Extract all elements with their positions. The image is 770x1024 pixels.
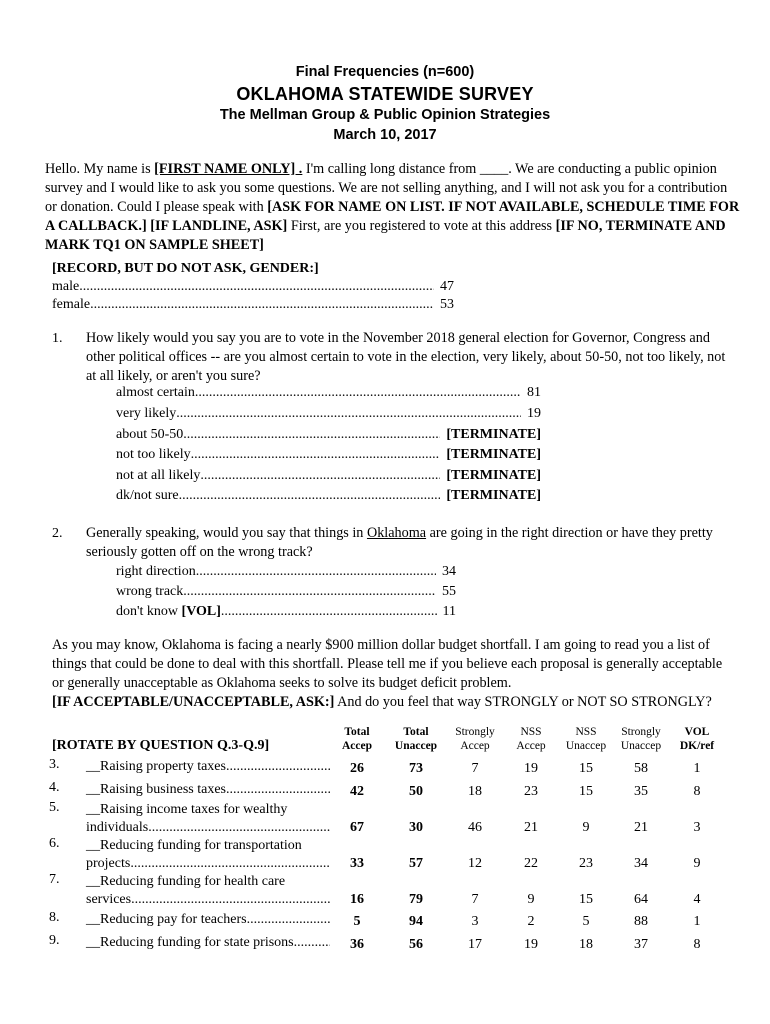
item-value: 12 [468, 856, 482, 871]
row-value: [TERMINATE] [446, 488, 541, 503]
item-number: 4. [49, 780, 60, 795]
item-value: 19 [524, 761, 538, 776]
row-value: 81 [527, 385, 541, 400]
item-number: 8. [49, 910, 60, 925]
q1-text: How likely would you say you are to vote in the November 2018 general election for Governor, Congress and other political offices -- are you almost certain to vote in the election, very likely, about 50-50, not too likely, not at all likely, or aren't you sure? [86, 330, 726, 384]
item-value: 79 [409, 892, 423, 907]
column-header-line: Accep [341, 740, 372, 752]
row-label: male [52, 279, 80, 294]
q2-text-a: Generally speaking, would you say that things in [86, 525, 367, 541]
column-header-line: Total [344, 726, 370, 738]
item-value: 94 [409, 914, 423, 929]
q1-row [116, 404, 541, 423]
row-value: 19 [527, 406, 541, 421]
item-value: 9 [693, 856, 701, 871]
row-value: 55 [442, 584, 456, 599]
item-value: 21 [524, 820, 538, 835]
item-value: 1 [693, 761, 701, 776]
budget-instruction: [IF ACCEPTABLE/UNACCEPTABLE, ASK:] [52, 694, 335, 710]
item-label-line2: individuals [86, 820, 149, 835]
item-value: 33 [350, 856, 364, 871]
doc-subtitle: Final Frequencies (n=600) [295, 64, 475, 80]
item-value: 50 [409, 784, 423, 799]
column-header-line: DK/ref [679, 740, 715, 752]
item-value: 42 [350, 784, 364, 799]
row-label: don't know [VOL] [116, 604, 221, 619]
item-label-cont [86, 890, 330, 909]
item-label: __Reducing funding for transportation [86, 838, 302, 853]
row-label: wrong track [116, 584, 184, 599]
column-header-line: Unaccep [620, 740, 662, 752]
item-label: __Reducing funding for health care [86, 874, 286, 889]
item-value: 36 [350, 937, 364, 952]
rotate-instruction: [ROTATE BY QUESTION Q.3-Q.9] [52, 738, 270, 753]
item-value: 1 [693, 914, 701, 929]
item-value: 9 [527, 892, 535, 907]
column-header-line: Strongly [455, 726, 495, 738]
item-value: 17 [468, 937, 482, 952]
item-value: 15 [579, 784, 593, 799]
item-label-cont [86, 818, 330, 837]
column-header-line: NSS [520, 726, 542, 738]
row-value: 11 [442, 604, 456, 619]
row-value: [TERMINATE] [446, 427, 541, 442]
item-label-text: __Raising property taxes [86, 759, 226, 774]
row-value: 34 [442, 564, 456, 579]
column-header-line: Unaccep [565, 740, 607, 752]
q2-text [86, 524, 726, 562]
column-header [384, 725, 448, 753]
column-header [665, 725, 729, 753]
item-value: 18 [468, 784, 482, 799]
item-value: 5 [582, 914, 590, 929]
row-value: [TERMINATE] [446, 468, 541, 483]
item-value: 64 [634, 892, 648, 907]
column-header [325, 725, 389, 753]
gender-heading: [RECORD, BUT DO NOT ASK, GENDER:] [52, 261, 319, 276]
row-label: very likely [116, 406, 177, 421]
item-value: 16 [350, 892, 364, 907]
item-value: 35 [634, 784, 648, 799]
item-value: 88 [634, 914, 648, 929]
item-value: 23 [524, 784, 538, 799]
intro-paragraph [45, 160, 740, 255]
q2-text-b: are going in the right direction or have they pretty seriously gotten off on the wrong track? [86, 525, 713, 560]
column-header-line: Accep [516, 740, 546, 752]
row-label: almost certain [116, 385, 195, 400]
column-header-line: Strongly [621, 726, 661, 738]
item-label-text: __Reducing funding for state prisons [86, 935, 294, 950]
row-value: [TERMINATE] [446, 447, 541, 462]
item-label [86, 780, 330, 799]
item-label [86, 910, 330, 929]
q2-row [116, 562, 456, 581]
row-value: 47 [440, 279, 454, 294]
item-value: 58 [634, 761, 648, 776]
q2-text-oklahoma: Oklahoma [366, 525, 427, 541]
q1-row [116, 486, 541, 505]
item-value: 19 [524, 937, 538, 952]
item-value: 26 [350, 761, 364, 776]
doc-organization: The Mellman Group & Public Opinion Strategies [219, 107, 551, 123]
item-value: 56 [409, 937, 423, 952]
item-value: 7 [471, 761, 479, 776]
intro-instruction-2: [IF NO, TERMINATE AND MARK TQ1 ON SAMPLE SHEET] [45, 218, 726, 253]
item-number: 6. [49, 836, 60, 851]
item-value: 23 [579, 856, 593, 871]
item-value: 37 [634, 937, 648, 952]
column-header-line: NSS [575, 726, 597, 738]
item-value: 57 [409, 856, 423, 871]
column-header-line: Unaccep [394, 740, 438, 752]
item-number: 3. [49, 757, 60, 772]
q1-row [116, 383, 541, 402]
doc-title: OKLAHOMA STATEWIDE SURVEY [236, 84, 534, 104]
item-value: 7 [471, 892, 479, 907]
item-value: 67 [350, 820, 364, 835]
intro-text-2: I'm calling long distance from ____. We are conducting a public opinion survey and I would like to ask you some questions. We are not selling anything, and I will not ask you for a contribution or donation. Could I please speak with [45, 161, 728, 215]
q2-row [116, 582, 456, 601]
item-label-line2: projects [86, 856, 131, 871]
q1-number: 1. [52, 331, 63, 346]
gender-row-male [52, 277, 454, 296]
doc-date: March 10, 2017 [333, 127, 437, 143]
row-label: right direction [116, 564, 196, 579]
budget-text: As you may know, Oklahoma is facing a nearly $900 million dollar budget shortfall. I am going to read you a list of things that could be done to deal with this shortfall. Please tell me if you believe each proposal is generally acceptable or generally unacceptable as Oklahoma seeks to solve its budget deficit problem. [52, 637, 723, 691]
item-value: 15 [579, 892, 593, 907]
q1-row [116, 425, 541, 444]
vol-tag: [VOL] [181, 604, 221, 619]
item-value: 9 [582, 820, 590, 835]
intro-text-1: Hello. My name is [45, 161, 155, 177]
item-value: 73 [409, 761, 423, 776]
item-value: 5 [353, 914, 361, 929]
item-value: 8 [693, 784, 701, 799]
q2-number: 2. [52, 526, 63, 541]
budget-intro [52, 636, 732, 712]
item-value: 46 [468, 820, 482, 835]
column-header-line: Accep [460, 740, 490, 752]
gender-row-female [52, 295, 454, 314]
item-label-text: __Raising business taxes [86, 782, 226, 797]
budget-text-2: And do you feel that way STRONGLY or NOT SO STRONGLY? [334, 694, 712, 710]
column-header [609, 725, 673, 753]
item-label-cont [86, 854, 330, 873]
item-value: 30 [409, 820, 423, 835]
item-value: 15 [579, 761, 593, 776]
row-label: not too likely [116, 447, 191, 462]
item-label: __Raising income taxes for wealthy [86, 802, 288, 817]
item-value: 3 [471, 914, 479, 929]
item-number: 5. [49, 800, 60, 815]
item-number: 7. [49, 872, 60, 887]
item-value: 34 [634, 856, 648, 871]
item-label-line2: services [86, 892, 132, 907]
column-header [443, 725, 507, 753]
item-label [86, 933, 330, 952]
intro-first-name: [FIRST NAME ONLY] . [154, 161, 303, 177]
item-value: 2 [527, 914, 535, 929]
item-value: 3 [693, 820, 701, 835]
q1-row [116, 466, 541, 485]
item-value: 21 [634, 820, 648, 835]
row-label: female [52, 297, 91, 312]
item-label [86, 757, 330, 776]
intro-text-3: First, are you registered to vote at this address [287, 218, 556, 234]
column-header-line: VOL [684, 726, 710, 738]
row-label: not at all likely [116, 468, 201, 483]
item-value: 8 [693, 937, 701, 952]
row-label: about 50-50 [116, 427, 184, 442]
column-header-line: Total [403, 726, 429, 738]
row-label: dk/not sure [116, 488, 179, 503]
item-label-text: __Reducing pay for teachers [86, 912, 247, 927]
item-value: 22 [524, 856, 538, 871]
q2-row [116, 602, 456, 621]
item-value: 18 [579, 937, 593, 952]
row-value: 53 [440, 297, 454, 312]
q1-row [116, 445, 541, 464]
item-number: 9. [49, 933, 60, 948]
item-value: 4 [693, 892, 701, 907]
intro-instruction-1: [ASK FOR NAME ON LIST. IF NOT AVAILABLE, SCHEDULE TIME FOR A CALLBACK.] [IF LANDLINE, ASK] [45, 199, 740, 234]
